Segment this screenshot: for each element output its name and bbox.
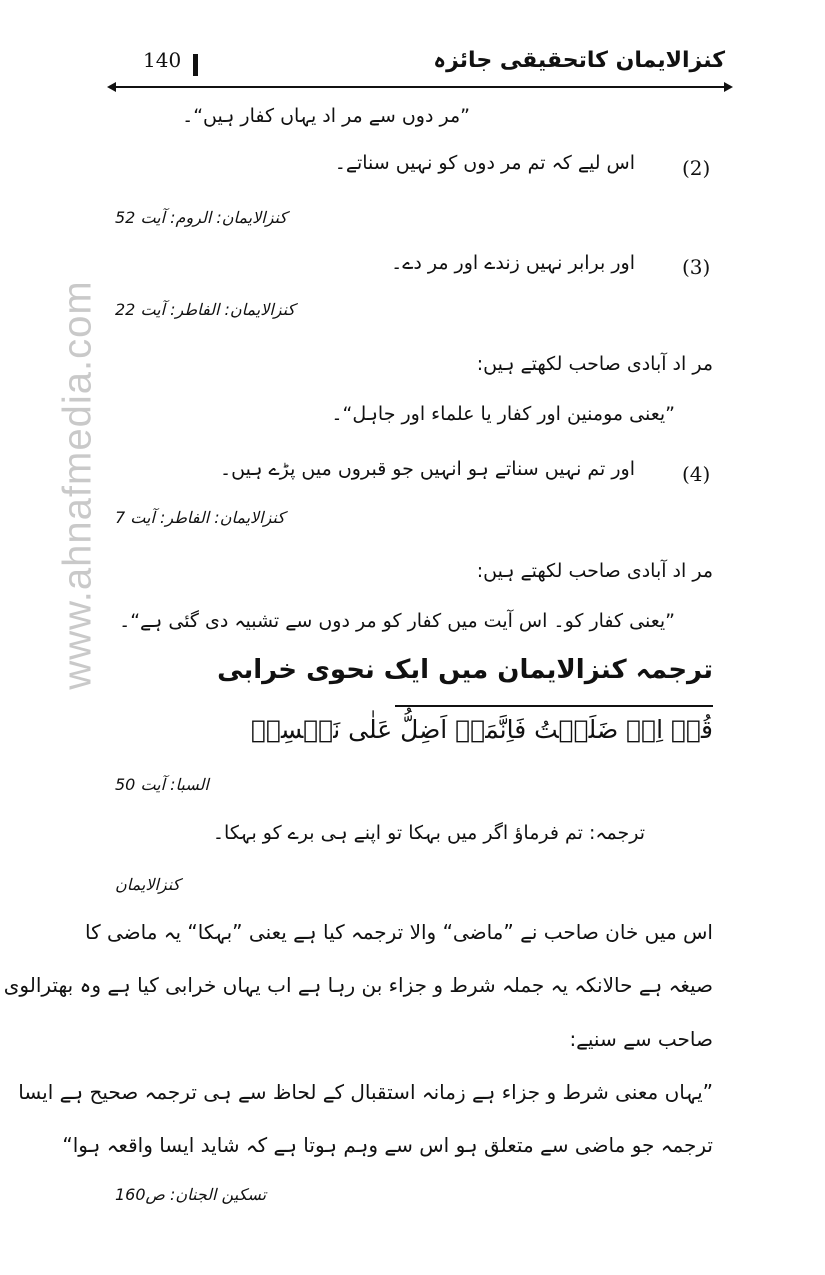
paragraph-line: اس میں خان صاحب نے ”ماضی“ والا ترجمہ کیا ہے یعنی ”بہکا“ یہ ماضی کا bbox=[84, 920, 713, 944]
reference: السبا: آیت 50 bbox=[115, 775, 209, 794]
item-number: (2) bbox=[682, 156, 711, 180]
running-title: کنزالایمان کاتحقیقی جائزہ bbox=[433, 48, 725, 73]
section-heading: ترجمہ کنزالایمان میں ایک نحوی خرابی bbox=[217, 655, 713, 685]
reference: کنزالایمان bbox=[115, 875, 181, 894]
item-number: (3) bbox=[682, 255, 711, 279]
quote-paragraph-line: ”یہاں معنی شرط و جزاء ہے زمانہ استقبال کے لحاظ سے ہی ترجمہ صحیح ہے ایسا bbox=[18, 1080, 713, 1104]
heading-underline bbox=[395, 705, 713, 707]
translation-line: ترجمہ: تم فرماؤ اگر میں بہکا تو اپنے ہی برے کو بہکا۔ bbox=[212, 822, 645, 844]
quote-line: ”مر دوں سے مر اد یہاں کفار ہیں“۔ bbox=[182, 105, 470, 127]
item-number: (4) bbox=[682, 462, 711, 486]
quote-line: ”یعنی مومنین اور کفار یا علماء اور جاہل“۔ bbox=[331, 403, 675, 425]
quote-line: ”یعنی کفار کو۔ اس آیت میں کفار کو مر دوں سے تشبیہ دی گئی ہے“۔ bbox=[119, 610, 675, 632]
author-intro: مر اد آبادی صاحب لکھتے ہیں: bbox=[476, 560, 713, 582]
reference: کنزالایمان: الفاطر: آیت 22 bbox=[115, 300, 296, 319]
reference: کنزالایمان: الروم: آیت 52 bbox=[115, 208, 287, 227]
quran-verse: قُلۡ اِنۡ ضَلَلۡتُ فَاِنَّمَاۤ اَضِلُّ عَلٰی نَفۡسِیۡ bbox=[250, 715, 713, 744]
item-text: اس لیے کہ تم مر دوں کو نہیں سناتے۔ bbox=[334, 152, 635, 174]
reference: کنزالایمان: الفاطر: آیت 7 bbox=[115, 508, 285, 527]
page-number-bar bbox=[193, 54, 198, 76]
reference: تسکین الجنان: ص160 bbox=[115, 1185, 267, 1204]
paragraph-line: صاحب سے سنیے: bbox=[569, 1027, 713, 1051]
paragraph-line: صیغہ ہے حالانکہ یہ جملہ شرط و جزاء بن رہا ہے اب یہاں خرابی کیا ہے وہ بھترالوی bbox=[3, 973, 713, 997]
watermark: www.ahnafmedia.com bbox=[55, 280, 100, 690]
quote-paragraph-line: ترجمہ جو ماضی سے متعلق ہو اس سے وہم ہوتا ہے کہ شاید ایسا واقعہ ہوا“ bbox=[62, 1133, 713, 1157]
header-rule bbox=[115, 86, 725, 88]
item-text: اور برابر نہیں زندے اور مر دے۔ bbox=[391, 252, 635, 274]
author-intro: مر اد آبادی صاحب لکھتے ہیں: bbox=[476, 353, 713, 375]
item-text: اور تم نہیں سناتے ہو انہیں جو قبروں میں پڑے ہیں۔ bbox=[219, 458, 635, 480]
page-header bbox=[115, 40, 725, 88]
page-number: 140 bbox=[143, 48, 182, 72]
